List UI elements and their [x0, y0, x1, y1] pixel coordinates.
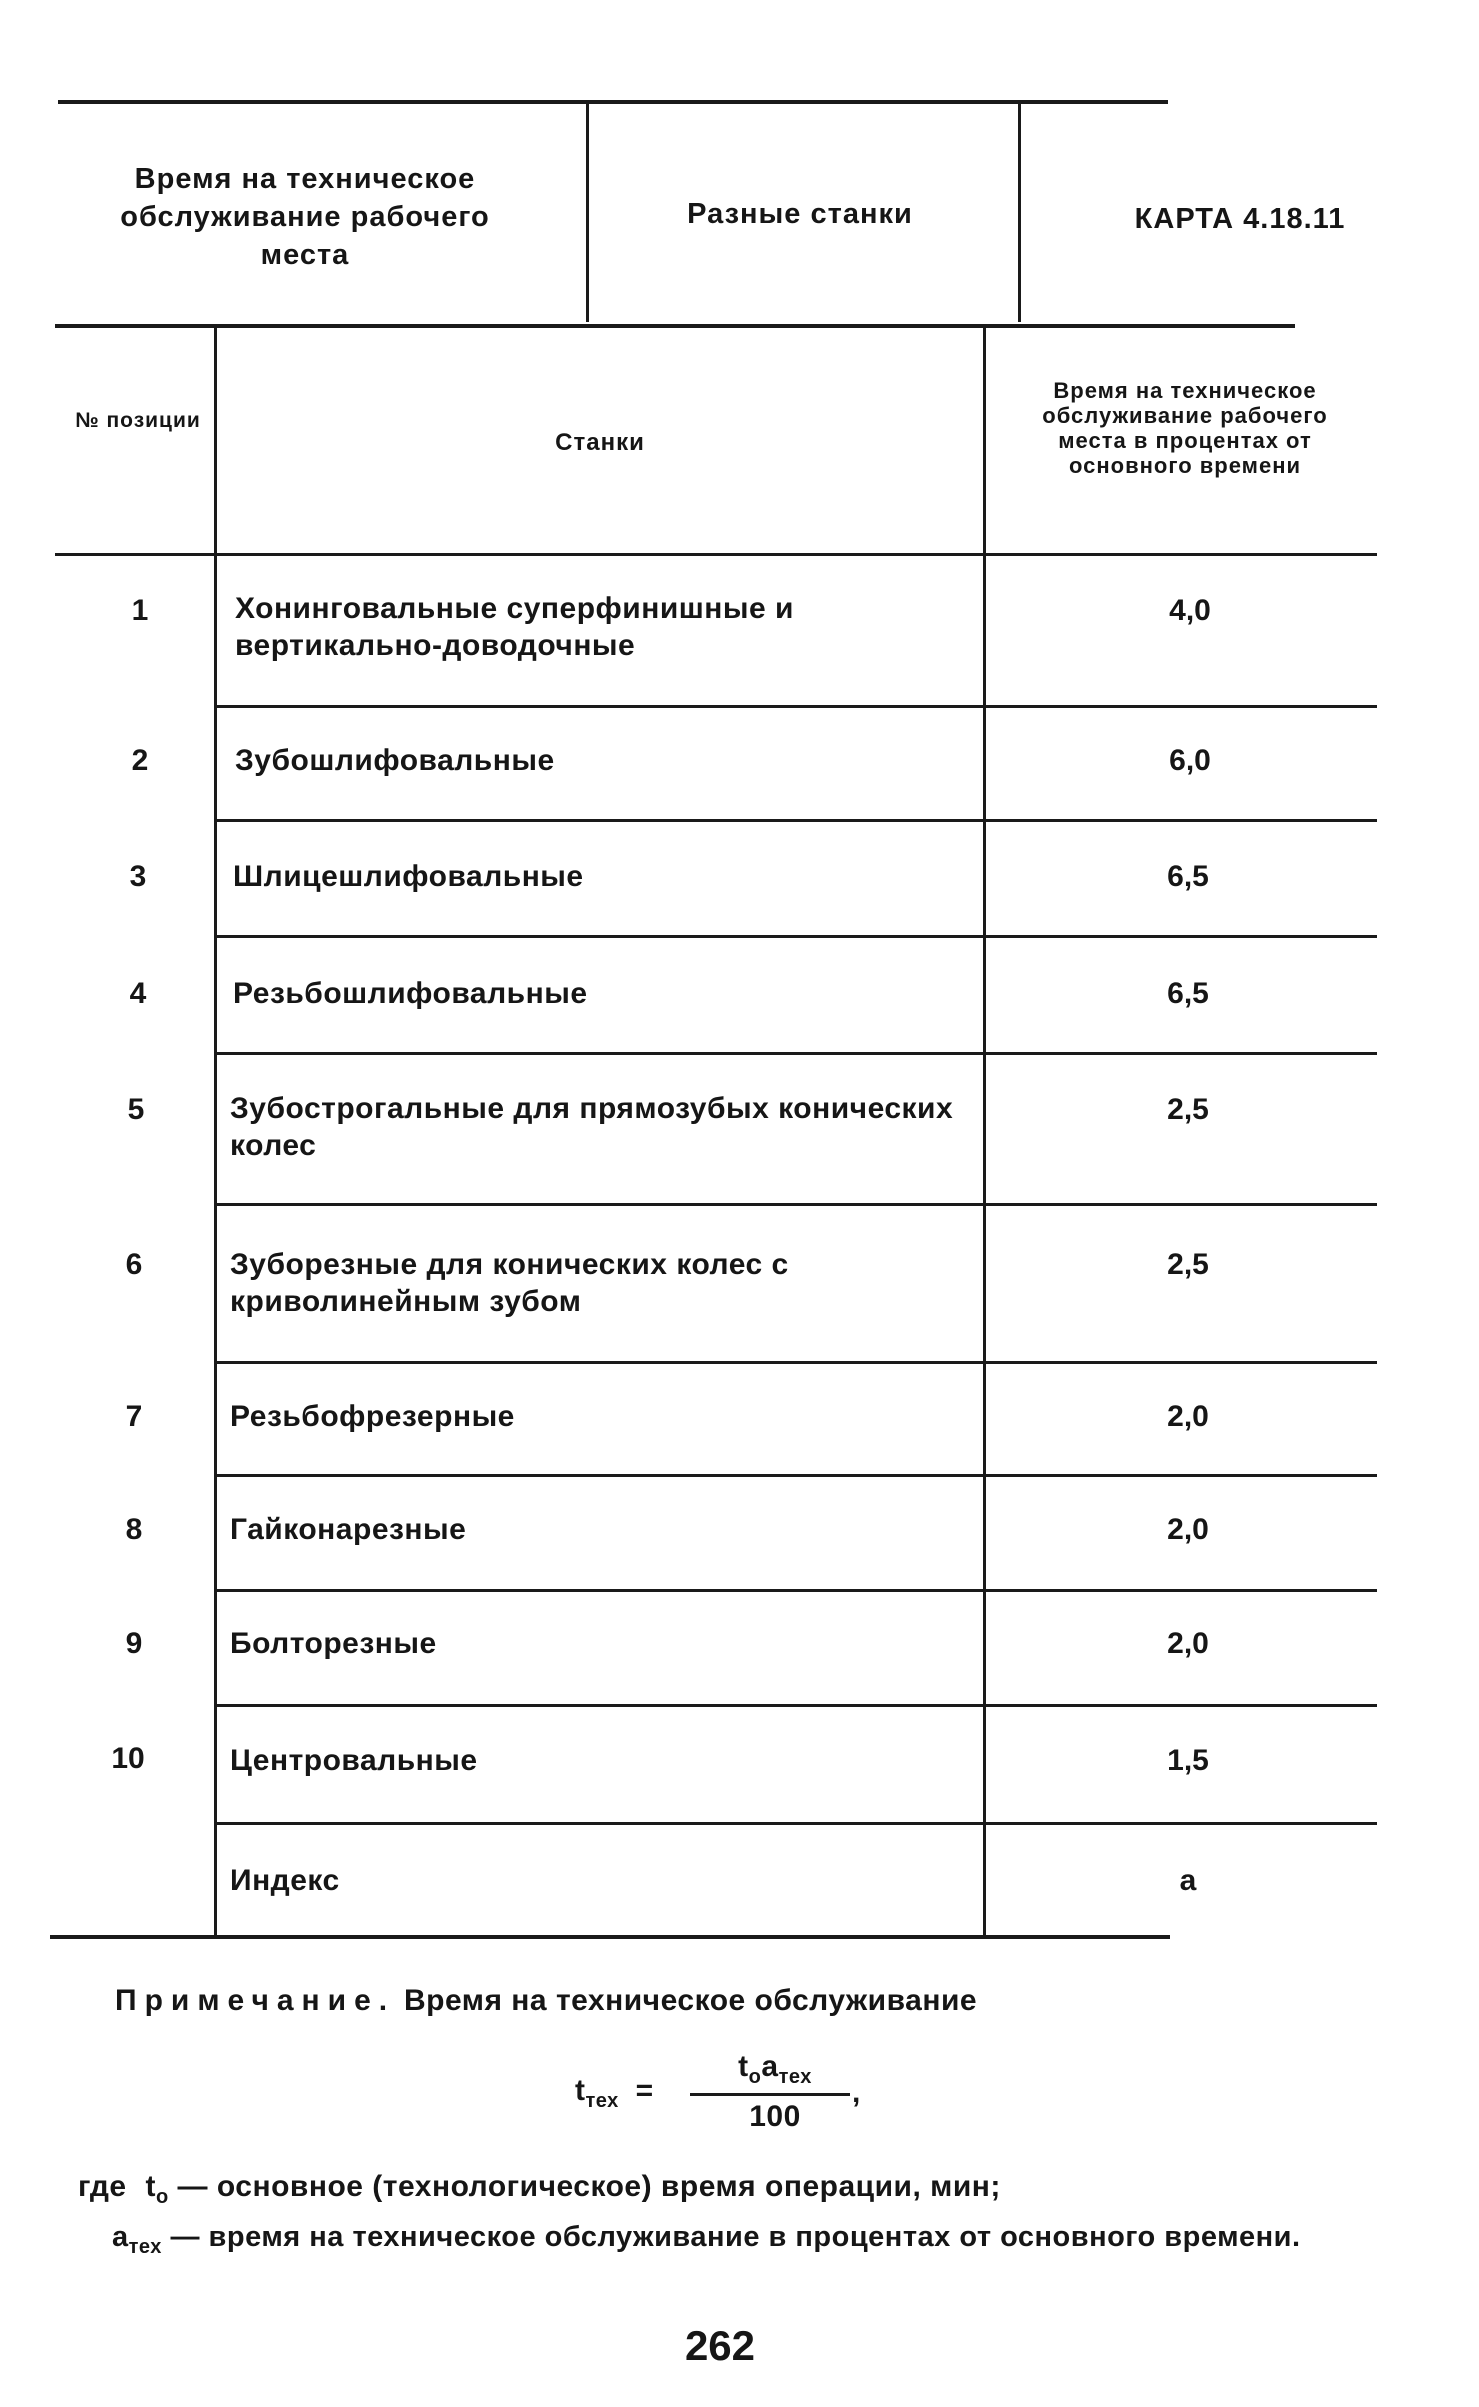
column-time: Время на техническое обслуживание рабочего места в процентах от основного времени	[1042, 378, 1328, 478]
row-8-name: Гайконарезные	[230, 1513, 467, 1546]
definition-2: $a_{тех}$ — время на техническое обслуживание в процентах от основного времени.	[112, 2221, 1301, 2258]
index-row-value: a	[1179, 1864, 1197, 1897]
note-line	[115, 1982, 1415, 2020]
row-10-name: Центровальные	[230, 1744, 478, 1777]
row-9-number: 9	[125, 1627, 143, 1660]
row-2-number: 2	[131, 744, 149, 777]
header-machines: Разные станки	[687, 198, 913, 230]
rule-header-v2	[1018, 104, 1021, 322]
rule-col-v2	[983, 328, 986, 1936]
rule-top	[58, 100, 1168, 104]
row-6-value: 2,5	[1167, 1248, 1209, 1281]
row-8-value: 2,0	[1167, 1513, 1209, 1546]
rule-row-1	[214, 705, 1377, 708]
header-card: КАРТА 4.18.11	[1134, 203, 1346, 235]
rule-row-9	[214, 1704, 1377, 1707]
row-1-value: 4,0	[1169, 594, 1211, 627]
rule-row-7	[214, 1474, 1377, 1477]
formula-denominator: 100	[749, 2100, 801, 2133]
page-number: 262	[684, 2322, 756, 2369]
row-1-name: Хонинговальные суперфинишные и вертикально-доводочные	[235, 592, 794, 662]
row-5-name: Зубострогальные для прямозубых конических колес	[230, 1092, 954, 1162]
row-6-name: Зуборезные для конических колес с криволинейным зубом	[230, 1248, 789, 1318]
row-4-name: Резьбошлифовальные	[233, 977, 588, 1010]
formula-lhs: $t_{тех}$ =	[575, 2074, 654, 2112]
rule-colheader-top	[55, 324, 1295, 328]
rule-table-bottom	[50, 1935, 1170, 1939]
formula-fraction-bar	[690, 2093, 850, 2096]
rule-row-4	[214, 1052, 1377, 1055]
note-label: Примечание.	[115, 1984, 396, 2017]
row-9-name: Болторезные	[230, 1627, 437, 1660]
row-1-number: 1	[131, 594, 149, 627]
column-position: № позиции	[75, 409, 201, 432]
row-7-number: 7	[125, 1400, 143, 1433]
formula-numerator: $t_oa_{тех}$	[738, 2050, 812, 2088]
row-3-number: 3	[129, 860, 147, 893]
index-row-name: Индекс	[230, 1864, 340, 1897]
row-2-name: Зубошлифовальные	[235, 744, 555, 777]
rule-col-v1	[214, 328, 217, 1936]
rule-row-2	[214, 819, 1377, 822]
row-8-number: 8	[125, 1513, 143, 1546]
header-title: Время на техническое обслуживание рабочего места	[120, 163, 490, 271]
formula-comma: ,	[852, 2076, 861, 2109]
row-10-value: 1,5	[1167, 1744, 1209, 1777]
row-10-number: 10	[111, 1742, 145, 1775]
definition-1: где $t_o$ — основное (технологическое) время операции, мин;	[78, 2170, 1001, 2208]
rule-row-6	[214, 1361, 1377, 1364]
rule-row-3	[214, 935, 1377, 938]
column-machines: Станки	[555, 429, 645, 456]
row-5-number: 5	[127, 1093, 145, 1126]
rule-colheader-bottom	[55, 553, 1377, 556]
row-5-value: 2,5	[1167, 1093, 1209, 1126]
row-3-value: 6,5	[1167, 860, 1209, 893]
note-text: Время на техническое обслуживание	[404, 1984, 978, 2017]
row-2-value: 6,0	[1169, 744, 1211, 777]
row-9-value: 2,0	[1167, 1627, 1209, 1660]
row-3-name: Шлицешлифовальные	[233, 860, 584, 893]
row-7-name: Резьбофрезерные	[230, 1400, 515, 1433]
rule-row-10	[214, 1822, 1377, 1825]
rule-header-v1	[586, 104, 589, 322]
rule-row-5	[214, 1203, 1377, 1206]
row-4-number: 4	[129, 977, 147, 1010]
row-4-value: 6,5	[1167, 977, 1209, 1010]
row-7-value: 2,0	[1167, 1400, 1209, 1433]
row-6-number: 6	[125, 1248, 143, 1281]
rule-row-8	[214, 1589, 1377, 1592]
